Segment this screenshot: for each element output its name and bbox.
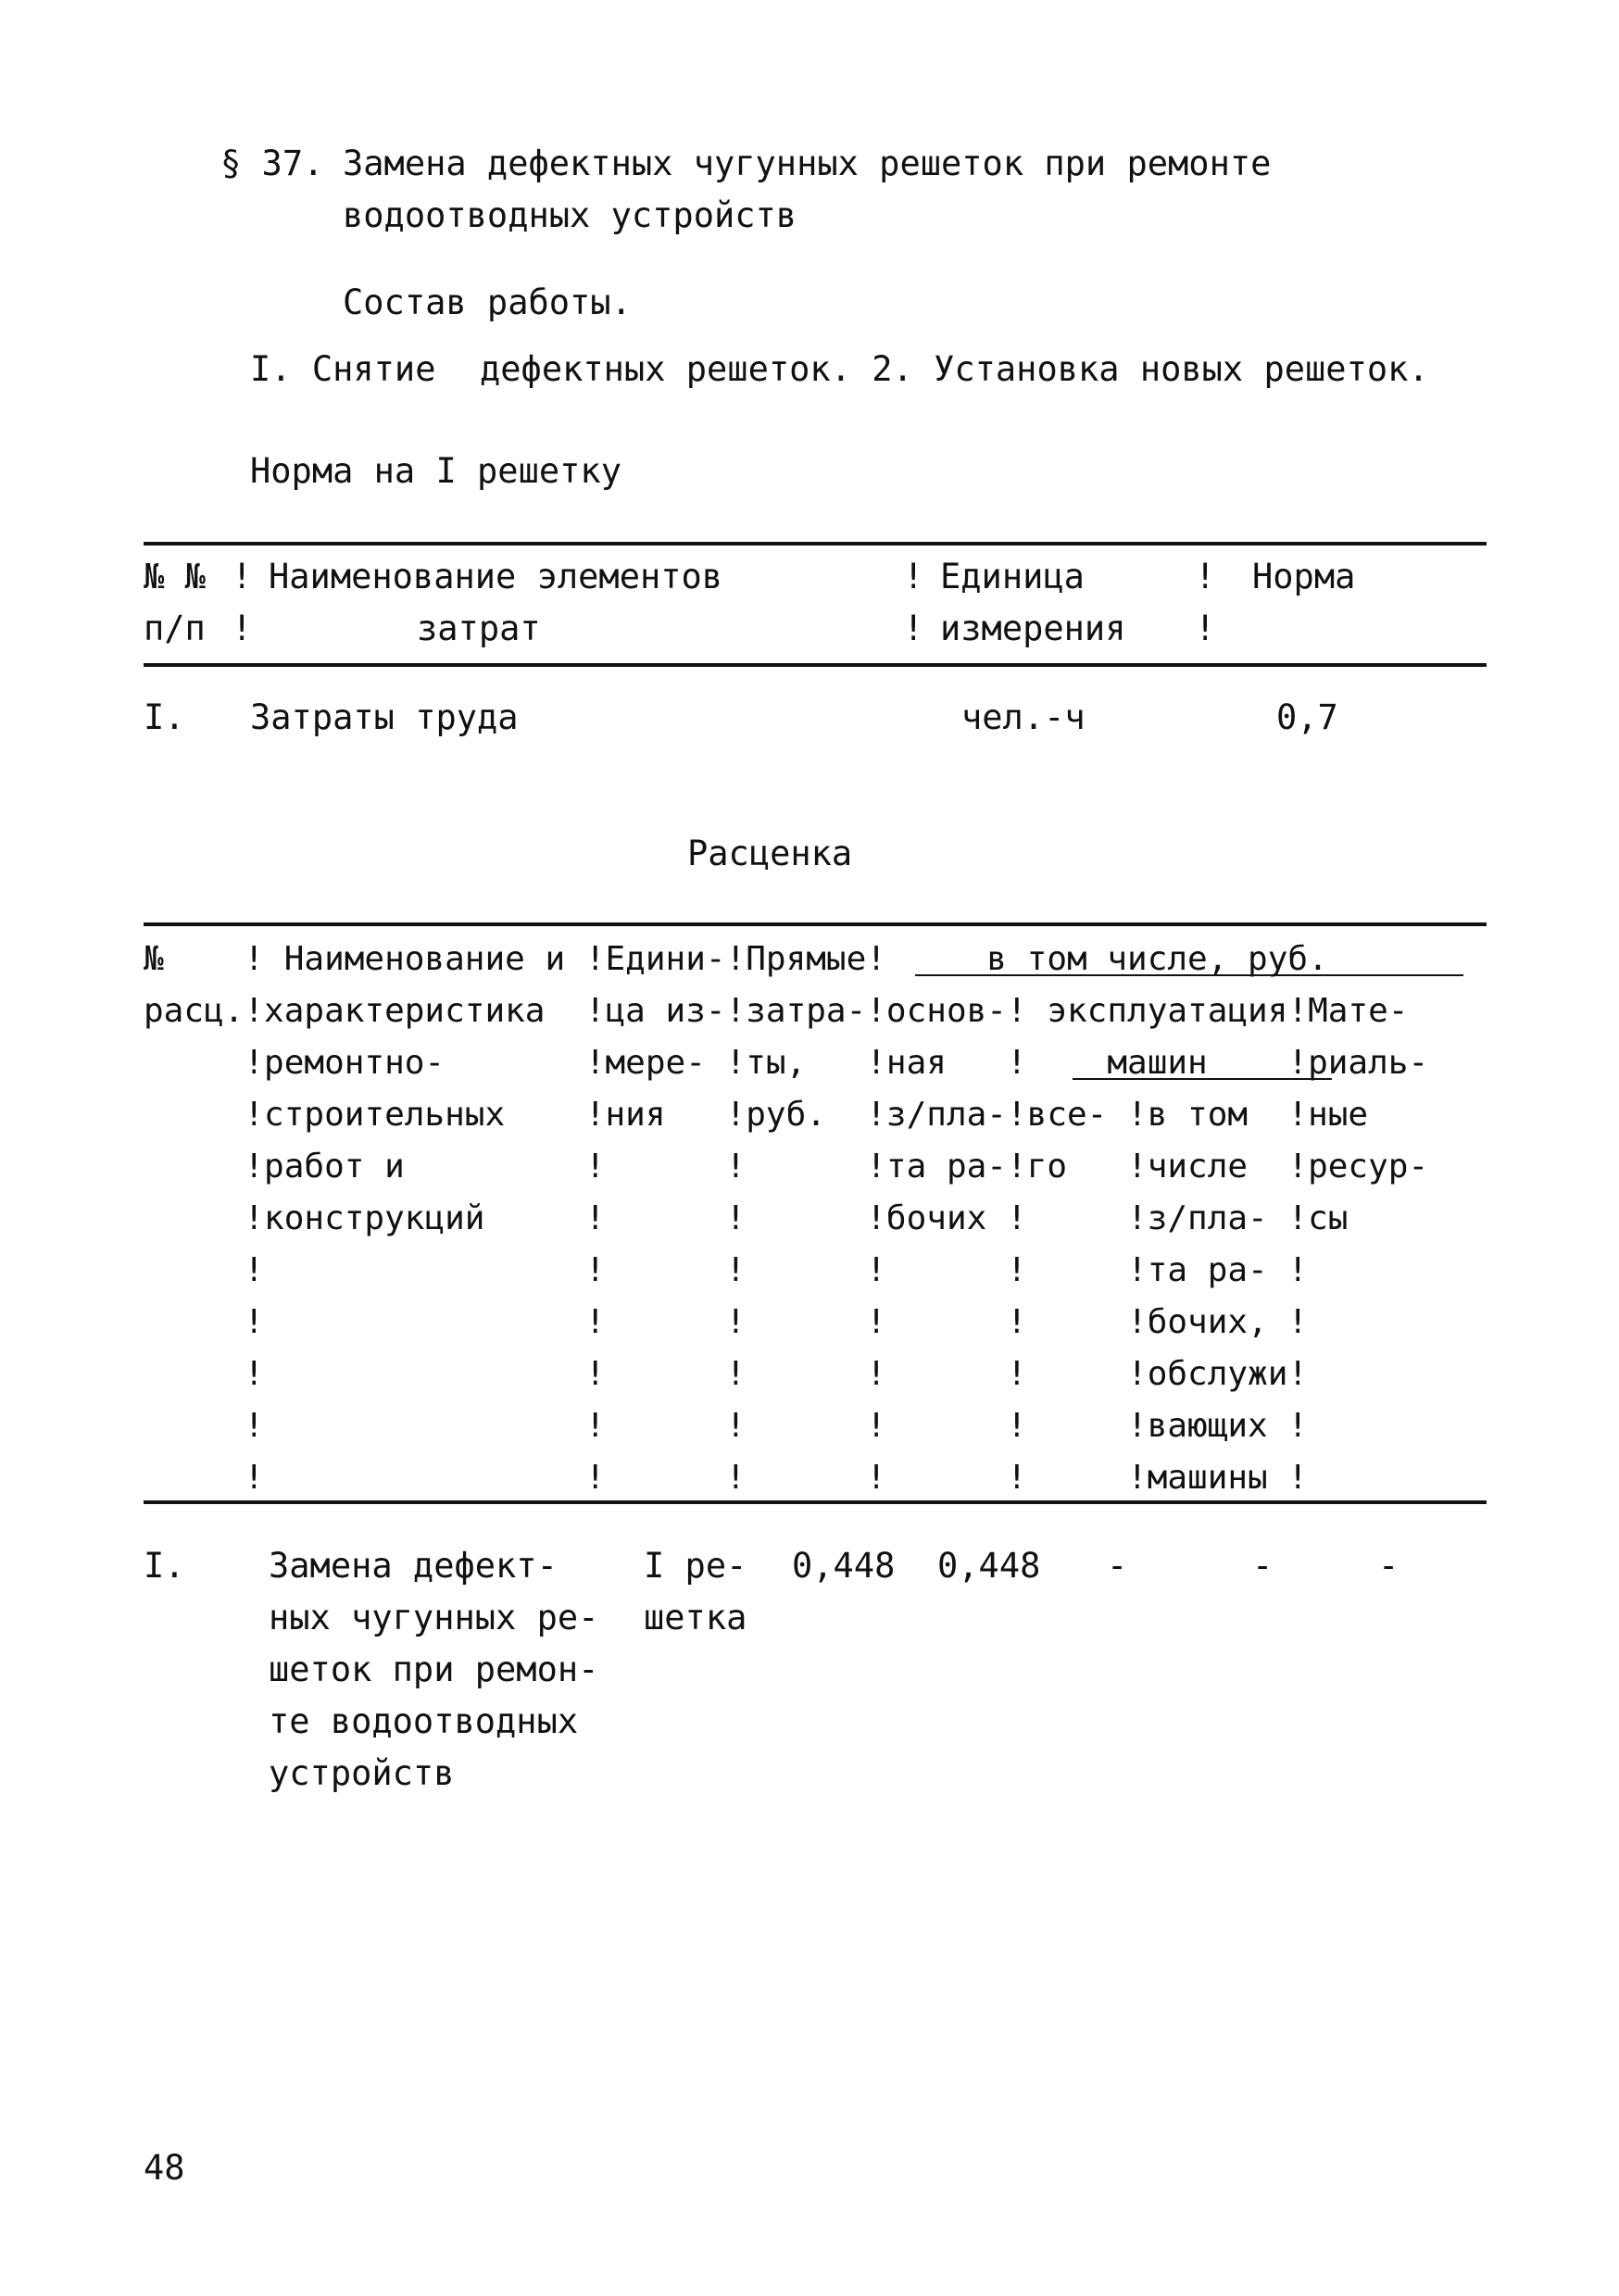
price-row-materials: - bbox=[1378, 1546, 1399, 1586]
norm-header-name-line-1: Наименование элементов bbox=[269, 557, 723, 596]
price-row-machines-wage: - bbox=[1252, 1546, 1274, 1586]
price-row-direct-cost: 0,448 bbox=[792, 1546, 896, 1586]
norm-row-unit: чел.-ч bbox=[961, 697, 1086, 737]
header-underline-machines bbox=[1073, 1078, 1332, 1080]
norm-header-no-line-1: № № bbox=[144, 557, 206, 596]
norm-table-header-rule bbox=[144, 663, 1487, 667]
norm-row-no: I. bbox=[144, 697, 185, 737]
norm-header-unit-line-1: Единица bbox=[940, 557, 1085, 596]
norm-header-separator: ! bbox=[1195, 609, 1216, 648]
norm-row-value: 0,7 bbox=[1276, 697, 1338, 737]
price-header-line: ! ! ! ! ! !та ра- ! bbox=[144, 1251, 1309, 1289]
norm-header-unit-line-2: измерения bbox=[940, 609, 1126, 648]
price-row-name-line: ных чугунных ре- bbox=[269, 1598, 599, 1637]
price-row-name-line: шеток при ремон- bbox=[269, 1650, 599, 1689]
norm-header-separator: ! bbox=[903, 609, 924, 648]
price-row-machines-total: - bbox=[1107, 1546, 1128, 1586]
price-row-no: I. bbox=[144, 1546, 185, 1586]
norm-header-name-line-2: затрат bbox=[417, 609, 541, 648]
price-header-line: ! ! ! ! ! !вающих ! bbox=[144, 1407, 1309, 1445]
price-header-line: расц.!характеристика !ца из-!затра-!основ-! эксплуатация!Мате- bbox=[144, 992, 1409, 1030]
price-header-line: !конструкций ! ! !бочих ! !з/пла- !сы bbox=[144, 1199, 1349, 1237]
header-underline-in-total bbox=[915, 974, 1463, 976]
work-item-1: I. Снятие bbox=[250, 349, 436, 389]
section-title-line-2: водоотводных устройств bbox=[343, 195, 797, 235]
norm-table-top-rule bbox=[144, 542, 1487, 546]
norm-header-separator: ! bbox=[232, 609, 253, 648]
price-row-name-line: те водоотводных bbox=[269, 1701, 579, 1741]
norm-header-separator: ! bbox=[1195, 557, 1216, 596]
price-table-top-rule bbox=[144, 922, 1487, 926]
price-header-line: !работ и ! ! !та ра-!го !числе !ресур- bbox=[144, 1148, 1429, 1186]
price-row-unit-line-2: шетка bbox=[644, 1598, 747, 1637]
norm-header-no-line-2: п/п bbox=[144, 609, 206, 648]
price-header-line: ! ! ! ! ! !бочих, ! bbox=[144, 1303, 1309, 1341]
norm-header-value: Норма bbox=[1252, 557, 1356, 596]
price-row-name-line: Замена дефект- bbox=[269, 1546, 558, 1586]
norm-heading: Норма на I решетку bbox=[250, 451, 621, 491]
norm-row-name: Затраты труда bbox=[250, 697, 519, 737]
price-row-wage: 0,448 bbox=[937, 1546, 1041, 1586]
page-number: 48 bbox=[144, 2148, 185, 2188]
section-number: § 37. bbox=[220, 144, 324, 183]
price-header-line: ! ! ! ! ! !обслужи! bbox=[144, 1355, 1309, 1393]
price-row-unit-line-1: I ре- bbox=[644, 1546, 747, 1586]
price-table-header-rule bbox=[144, 1500, 1487, 1504]
work-heading: Состав работы. bbox=[343, 282, 632, 322]
norm-header-separator: ! bbox=[232, 557, 253, 596]
norm-header-separator: ! bbox=[903, 557, 924, 596]
price-row-name-line: устройств bbox=[269, 1753, 455, 1793]
price-header-line: !ремонтно- !мере- !ты, !ная ! машин !риаль- bbox=[144, 1044, 1429, 1082]
price-header-line: !строительных !ния !руб. !з/пла-!все- !в том !ные bbox=[144, 1096, 1369, 1134]
price-header-line: ! ! ! ! ! !машины ! bbox=[144, 1459, 1309, 1497]
price-table-header bbox=[144, 940, 1487, 1497]
price-header-line: № ! Наименование и !Едини-!Прямые! в том числе, руб. bbox=[144, 940, 1328, 978]
work-item-2: дефектных решеток. 2. Установка новых решеток. bbox=[480, 349, 1429, 389]
price-heading: Расценка bbox=[687, 834, 853, 873]
section-title-line-1: Замена дефектных чугунных решеток при ремонте bbox=[343, 144, 1272, 183]
